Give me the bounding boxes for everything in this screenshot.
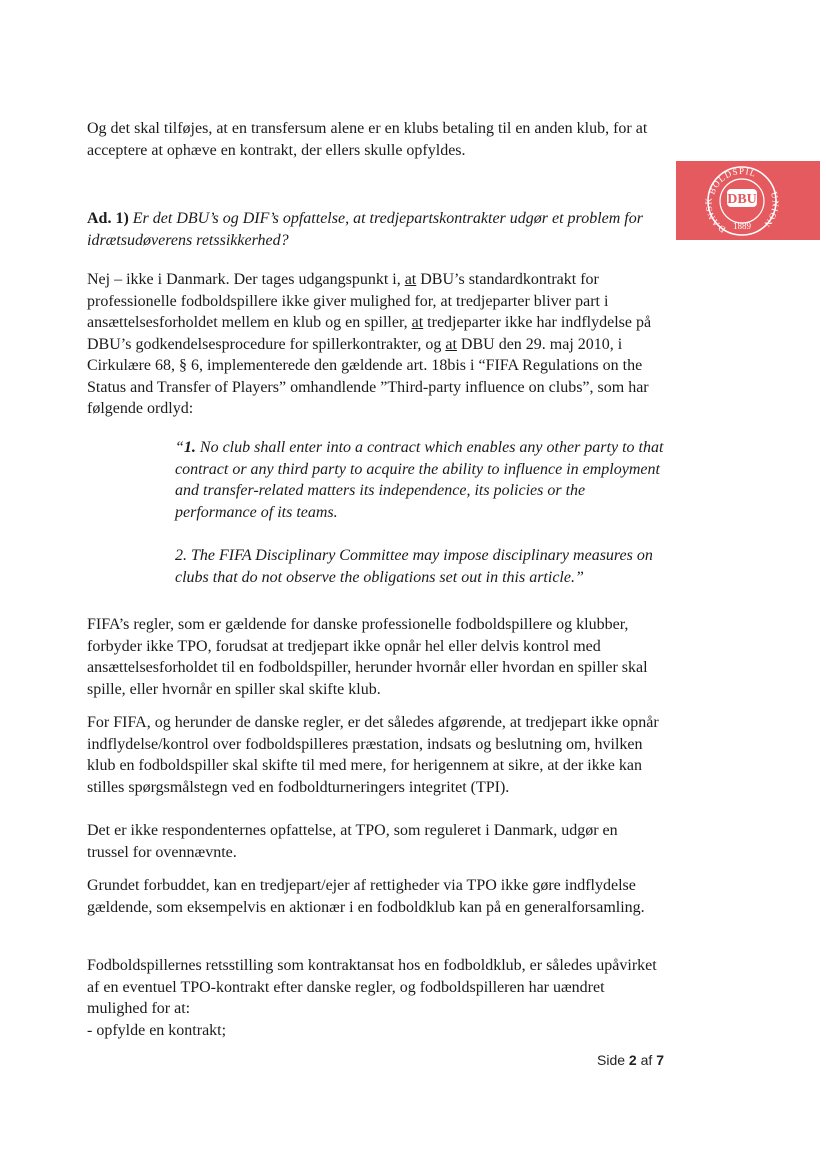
text-run: DBU’s standardkontrakt for professionelle fodboldspillere ikke giver mulighed for, at tredjeparter bliver part i ansættelsesforholdet mellem en klub og en spiller,: [87, 271, 609, 331]
paragraph-legal-status: [87, 955, 662, 1041]
paragraph-text: Grundet forbuddet, kan en tredjepart/ejer af rettigheder via TPO ikke gøre indflydelse gældende, som eksempelvis en aktionær i en fodboldklub kan på en generalforsamling.: [87, 877, 645, 916]
ad1-label: Ad. 1): [87, 210, 129, 227]
paragraph-answer: [87, 269, 662, 420]
quote-number: 1.: [183, 439, 196, 456]
paragraph-fifa-rules: [87, 614, 662, 700]
list-item: - opfylde en kontrakt;: [87, 1021, 227, 1039]
paragraph-prohibition: [87, 875, 662, 918]
logo-center-text: DBU: [727, 192, 757, 207]
logo-top-text: BOLDSPIL: [706, 166, 758, 196]
dbu-logo: [676, 161, 820, 240]
quote-article-1: [175, 437, 665, 523]
page-number: [597, 1052, 664, 1068]
paragraph-respondents: [87, 820, 662, 863]
paragraph-text: [87, 269, 662, 420]
quote-body: No club shall enter into a contract which enables any other party to that contract or any third party to acquire the ability to influence in employment and transfer-related matters its independence, its policies or the performance of its teams.: [175, 439, 664, 521]
text-run: tredjeparter ikke har indflydelse på DBU’s godkendelsesprocedure for spillerkontrakter, og: [87, 314, 652, 353]
logo-right-text: UNION: [761, 190, 781, 230]
paragraph-text: For FIFA, og herunder de danske regler, er det således afgørende, at tredjepart ikke opnår indflydelse/kontrol over fodboldspilleres præstation, indsats og beslutning om, hvilken klub en fodboldspiller skal skifte til med mere, for herigennem at sikre, at der ikke kan stilles spørgsmålstegn ved en fodboldturneringers integritet (TPI).: [87, 714, 659, 796]
logo-year: 1889: [733, 221, 751, 231]
page-middle: af: [636, 1052, 657, 1068]
paragraph-text: Det er ikke respondenternes opfattelse, at TPO, som reguleret i Danmark, udgør en trussel for ovennævnte.: [87, 822, 618, 861]
page-prefix: Side: [597, 1052, 629, 1068]
page-current: 2: [628, 1052, 637, 1068]
dbu-seal-icon: [676, 161, 820, 240]
paragraph-transfersum: [87, 118, 662, 161]
section-ad1: [87, 208, 662, 251]
quote-text: “1. No club shall enter into a contract which enables any other party to that contract or any third party to acquire the ability to influence in employment and transfer-related matters its independence, its policies or the performance of its teams.: [175, 439, 664, 521]
paragraph-fifa-integrity: [87, 712, 662, 798]
quote-article-2: [175, 545, 665, 588]
quote-text: 2. The FIFA Disciplinary Committee may impose disciplinary measures on clubs that do not observe the obligations set out in this article.”: [175, 547, 653, 586]
ad1-heading: [87, 208, 662, 251]
text-run: DBU den 29. maj 2010, i Cirkulære 68, § 6, implementerede den gældende art. 18bis i “FIFA Regulations on the Status and Transfer of Players” omhandlende ”Third-party influence on clubs”, som har følgende ordlyd:: [87, 335, 649, 417]
page-total: 7: [656, 1052, 664, 1068]
text-run: Nej – ikke i Danmark. Der tages udgangspunkt i,: [87, 271, 405, 288]
ad1-question: Er det DBU’s og DIF’s opfattelse, at tredjepartskontrakter udgør et problem for idrætsudøverens retssikkerhed?: [87, 210, 643, 249]
underlined-at: at: [404, 271, 417, 288]
paragraph-text: FIFA’s regler, som er gældende for danske professionelle fodboldspillere og klubber, forbyder ikke TPO, forudsat at tredjepart ikke opnår hel eller delvis kontrol med ansættelsesforholdet til en fodboldspiller, herunder hvornår eller hvordan en spiller skal spille, eller hvornår en spiller skal skifte klub.: [87, 616, 648, 698]
logo-left-text: DANSK: [703, 196, 728, 235]
underlined-at: at: [411, 314, 424, 331]
paragraph-text: Fodboldspillernes retsstilling som kontraktansat hos en fodboldklub, er således upåvirket af en eventuel TPO-kontrakt efter danske regler, og fodboldspilleren har uændret mulighed for at:: [87, 957, 657, 1017]
paragraph-text: Og det skal tilføjes, at en transfersum alene er en klubs betaling til en anden klub, for at acceptere at ophæve en kontrakt, der ellers skulle opfyldes.: [87, 120, 648, 159]
underlined-at: at: [445, 335, 457, 353]
